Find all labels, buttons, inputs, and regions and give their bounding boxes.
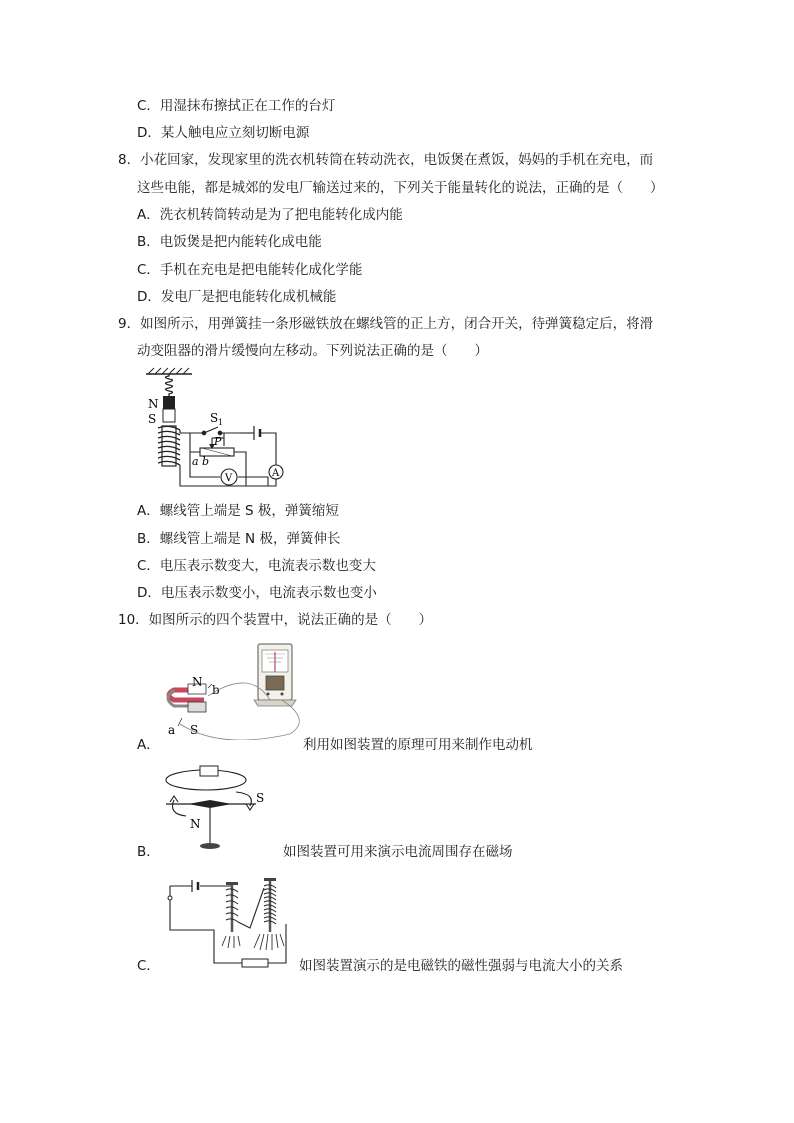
wire-component [200, 766, 218, 776]
q10-option-a-label: A． [137, 737, 160, 753]
magnet-n-label: N [148, 397, 159, 411]
fig-b-n-label: N [190, 817, 201, 831]
q7-option-c: C．用湿抹布擦拭正在工作的台灯 [137, 98, 336, 114]
spring [166, 374, 173, 396]
fig-a-a-label: a [168, 723, 176, 737]
q10-option-b-text: 如图装置可用来演示电流周围存在磁场 [283, 844, 513, 860]
end-b-label: b [202, 455, 210, 468]
compass-needle [188, 800, 232, 808]
magnet-s-label: S [148, 412, 157, 426]
q9-option-a: A．螺线管上端是 S 极，弹簧缩短 [137, 503, 339, 519]
generator-galvanometer-figure [160, 638, 310, 740]
q10-option-c-label: C． [137, 958, 160, 974]
resistor [242, 959, 268, 967]
magnet-s-half [163, 409, 175, 422]
q10-option-a-text: 利用如图装置的原理可用来制作电动机 [303, 737, 533, 753]
q8-option-d: D．发电厂是把电能转化成机械能 [137, 289, 337, 305]
oersted-experiment-figure [160, 762, 270, 856]
q10-stem: 10．如图所示的四个装置中，说法正确的是（ ） [118, 612, 433, 628]
switch-label-subscript: 1 [218, 418, 224, 427]
q7-option-d: D．某人触电应立刻切断电源 [137, 125, 310, 141]
fig-a-b-label: b [212, 683, 220, 697]
fig-b-s-label: S [256, 791, 265, 805]
ammeter-label: A [272, 468, 280, 479]
q9-stem-line2: 动变阻器的滑片缓慢向左移动。下列说法正确的是（ ） [137, 343, 488, 359]
switch-label: S [210, 411, 219, 425]
needle-stand [200, 843, 220, 849]
switch-s1 [202, 427, 240, 435]
fig-a-s-label: S [190, 723, 199, 737]
magnet-n-half [163, 396, 175, 409]
q8-option-c: C．手机在充电是把电能转化成化学能 [137, 262, 363, 278]
q8-option-a: A．洗衣机转筒转动是为了把电能转化成内能 [137, 207, 403, 223]
q9-stem-line1: 9．如图所示，用弹簧挂一条形磁铁放在螺线管的正上方，闭合开关，待弹簧稳定后，将滑 [118, 316, 654, 332]
q10-option-c-text: 如图装置演示的是电磁铁的磁性强弱与电流大小的关系 [299, 958, 623, 974]
slider-label: P [214, 435, 222, 448]
q10-option-b-label: B． [137, 844, 160, 860]
q8-option-b: B．电饭煲是把内能转化成电能 [137, 234, 322, 250]
fig-a-n-label: N [192, 675, 203, 689]
q9-option-c: C．电压表示数变大，电流表示数也变大 [137, 558, 376, 574]
end-a-label: a [192, 455, 199, 468]
electromagnet-series-figure [160, 868, 296, 972]
q8-stem-line1: 8．小花回家，发现家里的洗衣机转筒在转动洗衣，电饭煲在煮饭，妈妈的手机在充电，而 [118, 152, 654, 168]
solenoid-circuit-diagram [138, 366, 298, 494]
battery-c [192, 880, 198, 892]
voltmeter-label: V [225, 473, 233, 484]
q9-option-b: B．螺线管上端是 N 极，弹簧伸长 [137, 531, 341, 547]
q9-option-d: D．电压表示数变小，电流表示数也变小 [137, 585, 377, 601]
q8-stem-line2: 这些电能，都是城郊的发电厂输送过来的，下列关于能量转化的说法，正确的是（ ） [137, 180, 664, 196]
circuit-c-wires [170, 886, 286, 963]
battery [254, 426, 260, 440]
